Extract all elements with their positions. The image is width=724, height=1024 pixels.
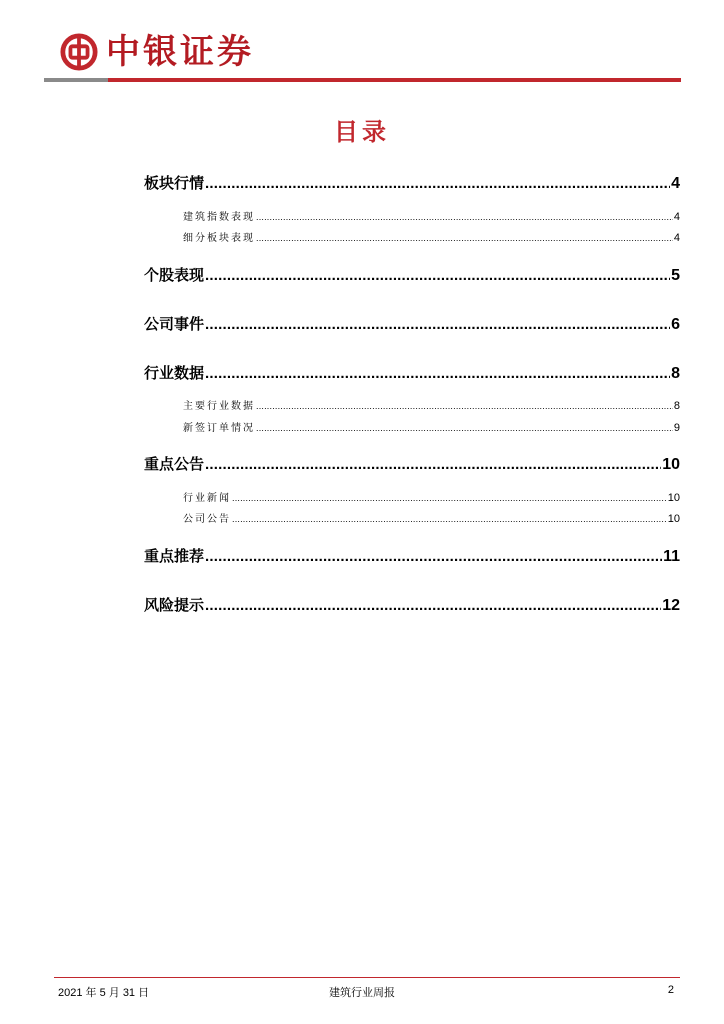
toc-entry-label: 公司事件	[144, 315, 205, 333]
toc-entry[interactable]	[183, 419, 680, 433]
toc-entry[interactable]	[183, 489, 680, 503]
dot-leader	[256, 423, 673, 433]
toc-entry-page: 8	[673, 400, 680, 412]
toc-entry[interactable]	[144, 594, 680, 614]
dot-leader	[205, 175, 670, 192]
dot-leader	[205, 548, 662, 565]
footer-page-number: 2	[667, 984, 674, 996]
toc-entry-page: 4	[673, 211, 680, 223]
toc-entry-page: 10	[667, 492, 680, 504]
dot-leader	[256, 401, 673, 411]
toc-entry[interactable]	[144, 264, 680, 284]
toc-entry-label: 重点推荐	[144, 547, 205, 565]
dot-leader	[205, 597, 661, 614]
header-divider	[44, 78, 681, 82]
toc-entry-page: 8	[671, 365, 680, 382]
dot-leader	[256, 212, 673, 222]
dot-leader	[205, 365, 670, 382]
toc-entry-label: 行业新闻	[183, 493, 231, 504]
toc-entry[interactable]	[144, 453, 680, 473]
toc-entry-label: 行业数据	[144, 364, 205, 382]
dot-leader	[205, 456, 661, 473]
toc-entry-label: 重点公告	[144, 455, 205, 473]
toc-entry[interactable]	[144, 313, 680, 333]
brand-logo	[60, 30, 254, 74]
toc-entry-label: 建筑指数表现	[183, 212, 255, 223]
toc-entry-label: 主要行业数据	[183, 401, 255, 412]
footer-divider	[54, 977, 680, 978]
bank-of-china-logo-icon	[60, 33, 98, 71]
toc-entry[interactable]	[183, 397, 680, 411]
toc-entry[interactable]	[183, 510, 680, 524]
toc-entry-page: 4	[671, 175, 680, 192]
toc-entry[interactable]	[144, 362, 680, 382]
toc-entry-page: 11	[663, 548, 680, 565]
toc-entry-label: 板块行情	[144, 174, 205, 192]
toc-entry-page: 10	[667, 513, 680, 525]
footer-date: 2021 年 5 月 31 日	[58, 987, 150, 999]
brand-name: 中银证券	[106, 32, 254, 72]
dot-leader	[205, 267, 670, 284]
dot-leader	[256, 233, 673, 243]
toc-entry-label: 风险提示	[144, 596, 205, 614]
toc-entry-page: 10	[662, 456, 680, 473]
dot-leader	[232, 514, 667, 524]
toc-entry-page: 12	[662, 597, 680, 614]
toc-entry-page: 5	[671, 267, 680, 284]
footer-report-name: 建筑行业周报	[329, 986, 395, 999]
toc-entry-label: 细分板块表现	[183, 233, 255, 244]
toc-entry[interactable]	[183, 208, 680, 222]
toc-entry-page: 9	[673, 422, 680, 434]
toc-entry-label: 个股表现	[144, 266, 205, 284]
toc-entry-page: 6	[671, 316, 680, 333]
dot-leader	[205, 316, 670, 333]
toc-entry-label: 公司公告	[183, 514, 231, 525]
toc-entry[interactable]	[183, 229, 680, 243]
toc-entry[interactable]	[144, 172, 680, 192]
toc-entry-page: 4	[673, 232, 680, 244]
toc-title: 目录	[334, 117, 390, 146]
toc-entry-label: 新签订单情况	[183, 423, 255, 434]
dot-leader	[232, 493, 667, 503]
toc-entry[interactable]	[144, 545, 680, 565]
